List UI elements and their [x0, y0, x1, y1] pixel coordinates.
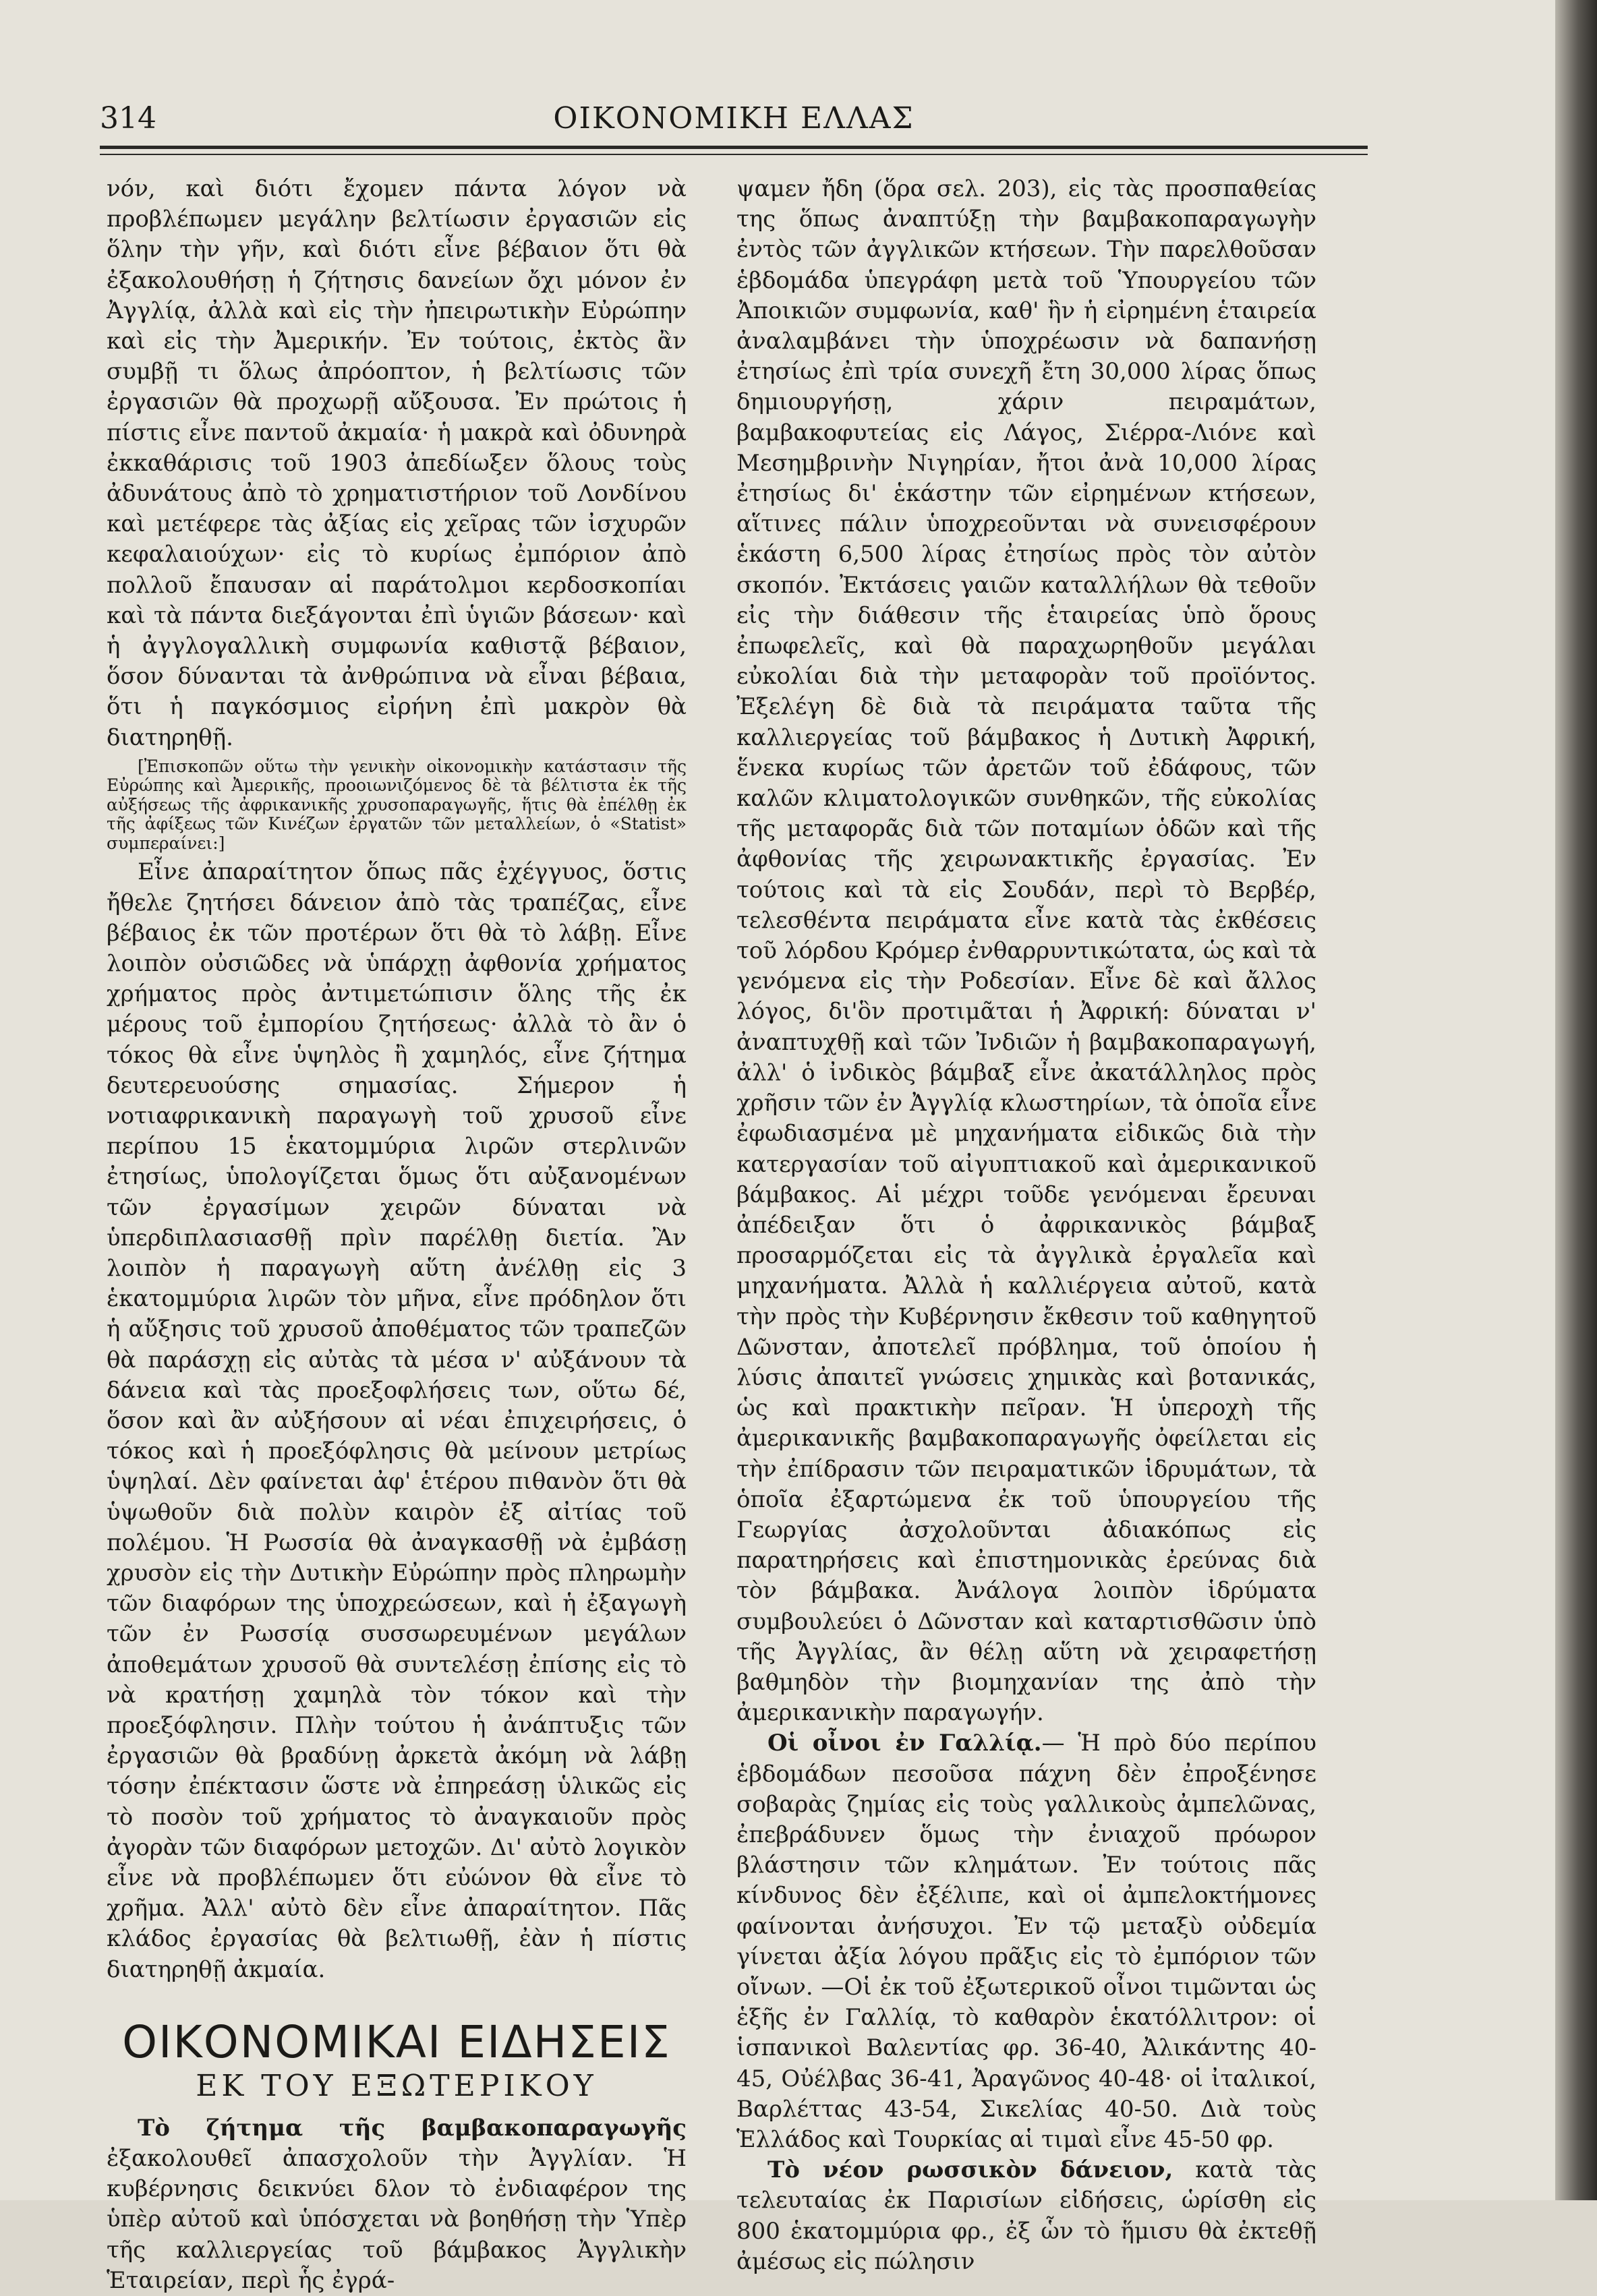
loan-article-lead: Τὸ νέον ρωσσικὸν δάνειον,: [767, 2156, 1173, 2184]
book-gutter: [1555, 0, 1597, 2200]
left-column: [107, 174, 687, 2296]
editorial-note: [Ἐπισκοπῶν οὕτω τὴν γενικὴν οἰκονομικὴν κατάστασιν τῆς Εὐρώπης καὶ Ἀμερικῆς, προοιωνιζόμενος δὲ τὰ βέλτιστα ἐκ τῆς αὐξήσεως τῆς ἀφρικανικῆς χρυσοπαραγωγῆς, ἥτις θὰ ἐπέλθῃ ἐκ τῆς ἀφίξεως τῶν Κινέζων ἐργατῶν τῶν μεταλλείων, ὁ «Statist» συμπεραίνει:]: [107, 756, 687, 853]
wine-article-text: — Ἡ πρὸ δύο περίπου ἑβδομάδων πεσοῦσα πάχνη δὲν ἐπροξένησε σοβαρὰς ζημίας εἰς τοὺς γαλλικοὺς ἀμπελῶνας, ἐπεβράδυνεν ὅμως τὴν ἐνιαχοῦ πρόωρον βλάστησιν τῶν κλημάτων. Ἐν τούτοις πᾶς κίνδυνος δὲν ἐξέλιπε, καὶ οἱ ἀμπελοκτήμονες φαίνονται ἀνήσυχοι. Ἐν τῷ μεταξὺ οὐδεμία γίνεται ἀξία λόγου πρᾶξις εἰς τὸ ἐμπόριον τῶν οἴνων. —Οἱ ἐκ τοῦ ἐξωτερικοῦ οἶνοι τιμῶνται ὡς ἑξῆς ἐν Γαλλίᾳ, τὸ καθαρὸν ἑκατόλλιτρον: οἱ ἱσπανικοὶ Βαλεντίας φρ. 36-40, Ἀλικάντης 40-45, Οὐέλβας 36-41, Ἀραγῶνος 40-48· οἱ ἰταλικοί, Βαρλέττας 43-54, Σικελίας 40-50. Διὰ τοὺς Ἑλλάδος καὶ Τουρκίας αἱ τιμαὶ εἶνε 45-50 φρ.: [736, 1730, 1316, 2153]
section-heading: ΟΙΚΟΝΟΜΙΚΑΙ ΕΙΔΗΣΕΙΣ: [122, 2015, 671, 2068]
cotton-article-text: ἐξακολουθεῖ ἀπασχολοῦν τὴν Ἀγγλίαν. Ἡ κυβέρνησις δεικνύει δλον τὸ ἐνδιαφέρον της ὑπὲρ αὐτοῦ καὶ ὑπόσχεται νὰ βοηθήσῃ τὴν Ὑπὲρ τῆς καλλιεργείας τοῦ βάμβακος Ἀγγλικὴν Ἑταιρείαν, περὶ ἧς ἐγρά-: [107, 2145, 687, 2294]
left-paragraph-1: νόν, καὶ διότι ἔχομεν πάντα λόγον νὰ προβλέπωμεν μεγάλην βελτίωσιν ἐργασιῶν εἰς ὅλην τὴν γῆν, καὶ διότι εἶνε βέβαιον ὅτι θὰ ἐξακολουθήσῃ ἡ ζήτησις δανείων ὄχι μόνον ἐν Ἀγγλίᾳ, ἀλλὰ καὶ εἰς τὴν ἠπειρωτικὴν Εὐρώπην καὶ εἰς τὴν Ἀμερικήν. Ἐν τούτοις, ἐκτὸς ἂν συμβῇ τι ὅλως ἀπρόοπτον, ἡ βελτίωσις τῶν ἐργασιῶν θὰ προχωρῇ αὔξουσα. Ἐν πρώτοις ἡ πίστις εἶνε παντοῦ ἀκμαία· ἡ μακρὰ καὶ ὀδυνηρὰ ἐκκαθάρισις τοῦ 1903 ἀπεδίωξεν ὅλους τοὺς ἀδυνάτους ἀπὸ τὸ χρηματιστήριον τοῦ Λονδίνου καὶ μετέφερε τὰς ἀξίας εἰς χεῖρας τῶν ἰσχυρῶν κεφαλαιούχων· εἰς τὸ κυρίως ἐμπόριον ἀπὸ πολλοῦ ἔπαυσαν αἱ παράτολμοι κερδοσκοπίαι καὶ τὰ πάντα διεξάγονται ἐπὶ ὑγιῶν βάσεων· καὶ ἡ ἀγγλογαλλικὴ συμφωνία καθιστᾷ βέβαιον, ὅσον δύνανται τὰ ἀνθρώπινα νὰ εἶναι βέβαια, ὅτι ἡ παγκόσμιος εἰρήνη ἐπὶ μακρὸν θὰ διατηρηθῇ.: [107, 175, 687, 751]
header-rule-thick: [100, 146, 1368, 149]
header-rule-thin: [100, 154, 1368, 155]
left-paragraph-2: Εἶνε ἀπαραίτητον ὅπως πᾶς ἐχέγγυος, ὅστις ἤθελε ζητήσει δάνειον ἀπὸ τὰς τραπέζας, εἶνε βέβαιος ἐκ τῶν προτέρων ὅτι θὰ τὸ λάβῃ. Εἶνε λοιπὸν οὐσιῶδες νὰ ὑπάρχῃ ἀφθονία χρήματος χρήματος πρὸς ἀντιμετώπισιν ὅλης τῆς ἐκ μέρους τοῦ ἐμπορίου ζητήσεως· ἀλλὰ τὸ ἂν ὁ τόκος θὰ εἶνε ὑψηλὸς ἢ χαμηλός, εἶνε ζήτημα δευτερευούσης σημασίας. Σήμερον ἡ νοτιαφρικανικὴ παραγωγὴ τοῦ χρυσοῦ εἶνε περίπου 15 ἑκατομμύρια λιρῶν στερλινῶν ἐτησίως, ὑπολογίζεται ὅμως ὅτι αὐξανομένων τῶν ἐργασίμων χειρῶν δύναται νὰ ὑπερδιπλασιασθῇ πρὶν παρέλθῃ διετία. Ἂν λοιπὸν ἡ παραγωγὴ αὕτη ἀνέλθῃ εἰς 3 ἑκατομμύρια λιρῶν τὸν μῆνα, εἶνε πρόδηλον ὅτι ἡ αὔξησις τοῦ χρυσοῦ ἀποθέματος τῶν τραπεζῶν θὰ παράσχῃ εἰς αὐτὰς τὰ μέσα ν' αὐξάνουν τὰ δάνεια καὶ τὰς προεξοφλήσεις των, οὕτω δέ, ὅσον καὶ ἂν αὐξήσουν αἱ νέαι ἐπιχειρήσεις, ὁ τόκος καὶ ἡ προεξόφλησις θὰ μείνουν μετρίως ὑψηλαί. Δὲν φαίνεται ἀφ' ἑτέρου πιθανὸν ὅτι θὰ ὑψωθοῦν διὰ πολὺν καιρὸν ἐξ αἰτίας τοῦ πολέμου. Ἡ Ρωσσία θὰ ἀναγκασθῇ νὰ ἐμβάσῃ χρυσὸν εἰς τὴν Δυτικὴν Εὐρώπην πρὸς πληρωμὴν τῶν διαφόρων της ὑποχρεώσεων, καὶ ἡ ἐξαγωγὴ τῶν ἐν Ρωσσίᾳ συσσωρευμένων μεγάλων ἀποθεμάτων χρυσοῦ θὰ συντελέσῃ ἐπίσης εἰς τὸ νὰ κρατήσῃ χαμηλὰ τὸν τόκον καὶ τὴν προεξόφλησιν. Πλὴν τούτου ἡ ἀνάπτυξις τῶν ἐργασιῶν θὰ βραδύνῃ ἀρκετὰ ἀκόμη νὰ λάβῃ τόσην ἐπέκτασιν ὥστε νὰ ἐπηρεάσῃ ὑλικῶς εἰς τὸ ποσὸν τοῦ χρήματος τὸ ἀναγκαιοῦν πρὸς ἀγορὰν τῶν διαφόρων μετοχῶν. Δι' αὐτὸ λογικὸν εἶνε νὰ προβλέπωμεν ὅτι εὐώνον θὰ εἶνε τὸ χρῆμα. Ἀλλ' αὐτὸ δὲν εἶνε ἀπαραίτητον. Πᾶς κλάδος ἐργασίας θὰ βελτιωθῇ, ἐὰν ἡ πίστις διατηρηθῇ ἀκμαία.: [107, 858, 687, 1983]
cotton-article: [107, 2113, 687, 2296]
right-column: [736, 174, 1316, 2277]
page-header: [100, 101, 1368, 142]
loan-article-text: κατὰ τὰς τελευταίας ἐκ Παρισίων εἰδήσεις, ὡρίσθη εἰς 800 ἑκατομμύρια φρ., ἐξ ὧν τὸ ἥμισυ θὰ ἐκτεθῇ ἀμέσως εἰς πώλησιν: [736, 2156, 1316, 2275]
right-paragraph-1: ψαμεν ἤδη (ὅρα σελ. 203), εἰς τὰς προσπαθείας της ὅπως ἀναπτύξῃ τὴν βαμβακοπαραγωγὴν ἐντὸς τῶν ἀγγλικῶν κτήσεων. Τὴν παρελθοῦσαν ἑβδομάδα ὑπεγράφη μετὰ τοῦ Ὑπουργείου τῶν Ἀποικιῶν συμφωνία, καθ' ἣν ἡ εἰρημένη ἑταιρεία ἀναλαμβάνει τὴν ὑποχρέωσιν νὰ δαπανήσῃ ἐτησίως ἐπὶ τρία συνεχῆ ἔτη 30,000 λίρας ὅπως δημιουργήσῃ, χάριν πειραμάτων, βαμβακοφυτείας εἰς Λάγος, Σιέρρα-Λιόνε καὶ Μεσημβρινὴν Νιγηρίαν, ἤτοι ἀνὰ 10,000 λίρας ἐτησίως δι' ἑκάστην τῶν εἰρημένων κτήσεων, αἵτινες πάλιν ὑποχρεοῦνται νὰ συνεισφέρουν ἑκάστη 6,500 λίρας ἐτησίως πρὸς τὸν αὐτὸν σκοπόν. Ἐκτάσεις γαιῶν καταλλήλων θὰ τεθοῦν εἰς τὴν διάθεσιν τῆς ἑταιρείας ὑπὸ ὅρους ἐπωφελεῖς, καὶ θὰ παραχωρηθοῦν μεγάλαι εὐκολίαι διὰ τὴν μεταφορὰν τοῦ προϊόντος. Ἐξελέγη δὲ διὰ τὰ πειράματα ταῦτα τῆς καλλιεργείας τοῦ βάμβακος ἡ Δυτικὴ Ἀφρική, ἕνεκα κυρίως τῶν ἀρετῶν τοῦ ἐδάφους, τῶν καλῶν κλιματολογικῶν συνθηκῶν, τῆς εὐκολίας τῆς μεταφορᾶς διὰ τῶν ποταμίων ὁδῶν καὶ τῆς ἀφθονίας τῆς χειρωνακτικῆς ἐργασίας. Ἐν τούτοις καὶ τὰ εἰς Σουδάν, περὶ τὸ Βερβέρ, τελεσθέντα πειράματα εἶνε κατὰ τὰς ἐκθέσεις τοῦ λόρδου Κρόμερ ἐνθαρρυντικώτατα, ὡς καὶ τὰ γενόμενα εἰς τὴν Ροδεσίαν. Εἶνε δὲ καὶ ἄλλος λόγος, δι'ὃν προτιμᾶται ἡ Ἀφρική: δύναται ν' ἀναπτυχθῇ καὶ τῶν Ἰνδιῶν ἡ βαμβακοπαραγωγή, ἀλλ' ὁ ἰνδικὸς βάμβαξ εἶνε ἀκατάλληλος πρὸς χρῆσιν τῶν ἐν Ἀγγλίᾳ κλωστηρίων, τὰ ὁποῖα εἶνε ἐφωδιασμένα μὲ μηχανήματα εἰδικῶς διὰ τὴν κατεργασίαν τοῦ αἰγυπτιακοῦ καὶ ἀμερικανικοῦ βάμβακος. Αἱ μέχρι τοῦδε γενόμεναι ἔρευναι ἀπέδειξαν ὅτι ὁ ἀφρικανικὸς βάμβαξ προσαρμόζεται εἰς τὰ ἀγγλικὰ ἐργαλεῖα καὶ μηχανήματα. Ἀλλὰ ἡ καλλιέργεια αὐτοῦ, κατὰ τὴν πρὸς τὴν Κυβέρνησιν ἔκθεσιν τοῦ καθηγητοῦ Δῶνσταν, ἀποτελεῖ πρόβλημα, τοῦ ὁποίου ἡ λύσις ἀπαιτεῖ γνώσεις χημικὰς καὶ βοτανικάς, ὡς καὶ πρακτικὴν πεῖραν. Ἡ ὑπεροχὴ τῆς ἀμερικανικῆς βαμβακοπαραγωγῆς ὀφείλεται εἰς τὴν ἐπίδρασιν τῶν πειραματικῶν ἱδρυμάτων, τὰ ὁποῖα ἐξαρτώμενα ἐκ τοῦ ὑπουργείου τῆς Γεωργίας ἀσχολοῦνται ἀδιακόπως εἰς παρατηρήσεις καὶ ἐπιστημονικὰς ἐρεύνας διὰ τὸν βάμβακα. Ἀνάλογα λοιπὸν ἱδρύματα συμβουλεύει ὁ Δῶνσταν καὶ καταρτισθῶσιν ὑπὸ τῆς Ἀγγλίας, ἂν θέλῃ αὕτη νὰ χειραφετήσῃ βαθμηδὸν τὴν βιομηχανίαν της ἀπὸ τὴν ἀμερικανικὴν παραγωγήν.: [736, 175, 1316, 1727]
page-number: 314: [100, 101, 156, 136]
loan-article: [736, 2155, 1316, 2277]
cotton-article-lead: Τὸ ζήτημα τῆς βαμβακοπαραγωγῆς: [138, 2114, 687, 2142]
section-subheading: ΕΚ ΤΟΥ ΕΞΩΤΕΡΙΚΟΥ: [196, 2068, 598, 2103]
wine-article-lead: Οἱ οἶνοι ἐν Γαλλίᾳ.: [767, 1730, 1042, 1757]
wine-article: [736, 1728, 1316, 2155]
running-title: ΟΙΚΟΝΟΜΙΚΗ ΕΛΛΑΣ: [553, 101, 914, 136]
